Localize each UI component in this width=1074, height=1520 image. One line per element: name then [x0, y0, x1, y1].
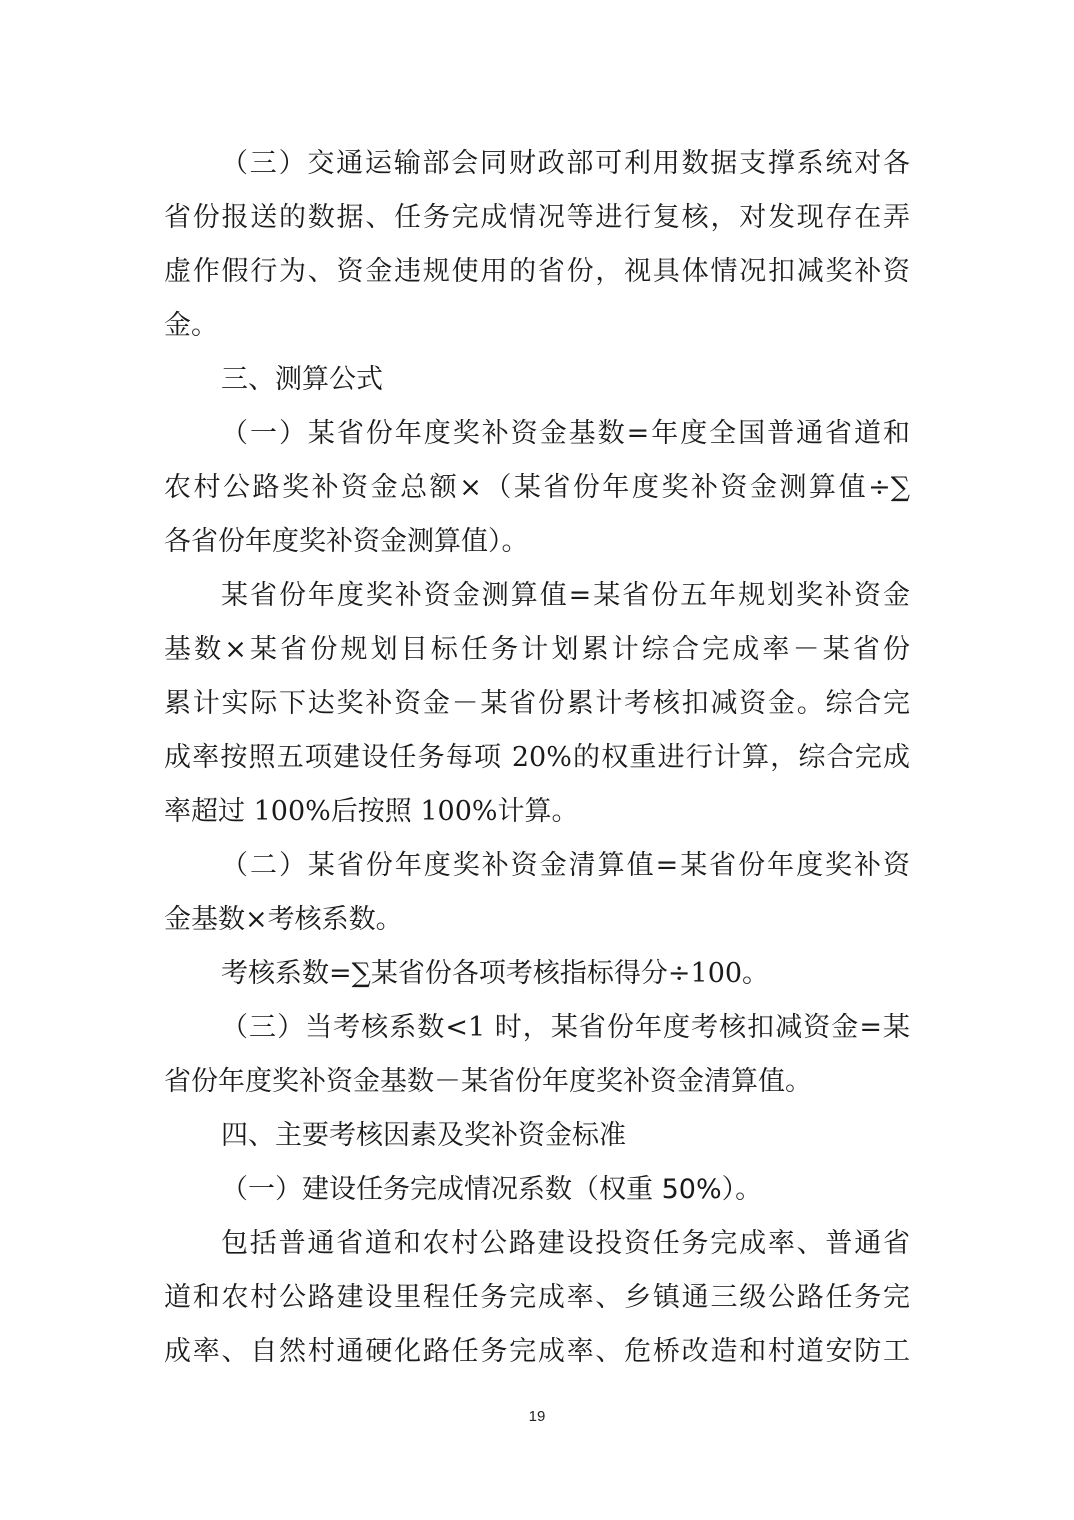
paragraph-line: 省份年度奖补资金基数－某省份年度奖补资金清算值。	[164, 1066, 812, 1097]
document-body	[164, 137, 910, 1379]
paragraph-line: （三）当考核系数<1 时，某省份年度考核扣减资金=某	[221, 1012, 910, 1043]
paragraph-line: 率超过 100%后按照 100%计算。	[164, 796, 579, 827]
section-heading: 三、测算公式	[221, 364, 383, 395]
paragraph-line: 金基数×考核系数。	[164, 904, 403, 935]
paragraph-line: 成率、自然村通硬化路任务完成率、危桥改造和村道安防工	[164, 1336, 910, 1367]
paragraph-line: 金。	[164, 310, 218, 341]
paragraph-line: 道和农村公路建设里程任务完成率、乡镇通三级公路任务完	[164, 1282, 910, 1313]
paragraph-line: 农村公路奖补资金总额×（某省份年度奖补资金测算值÷∑	[164, 472, 910, 503]
paragraph-line: 虚作假行为、资金违规使用的省份，视具体情况扣减奖补资	[164, 256, 910, 287]
subsection-heading: （一）建设任务完成情况系数（权重 50%）。	[221, 1174, 763, 1205]
paragraph-line: 包括普通省道和农村公路建设投资任务完成率、普通省	[221, 1228, 910, 1259]
paragraph-line: 成率按照五项建设任务每项 20%的权重进行计算，综合完成	[164, 742, 910, 773]
paragraph-line: 省份报送的数据、任务完成情况等进行复核，对发现存在弄	[164, 202, 910, 233]
page-number: 19	[528, 1408, 546, 1425]
section-heading: 四、主要考核因素及奖补资金标准	[221, 1120, 626, 1151]
paragraph-line: 某省份年度奖补资金测算值=某省份五年规划奖补资金	[221, 580, 910, 611]
paragraph-line: 基数×某省份规划目标任务计划累计综合完成率－某省份	[164, 634, 910, 665]
paragraph-line: （三）交通运输部会同财政部可利用数据支撑系统对各	[221, 148, 910, 179]
paragraph-line: 各省份年度奖补资金测算值）。	[164, 526, 529, 557]
paragraph-line: 累计实际下达奖补资金－某省份累计考核扣减资金。综合完	[164, 688, 910, 719]
paragraph-line: （一）某省份年度奖补资金基数=年度全国普通省道和	[221, 418, 910, 449]
paragraph-line: 考核系数=∑某省份各项考核指标得分÷100。	[221, 958, 770, 989]
paragraph-line: （二）某省份年度奖补资金清算值=某省份年度奖补资	[221, 850, 910, 881]
